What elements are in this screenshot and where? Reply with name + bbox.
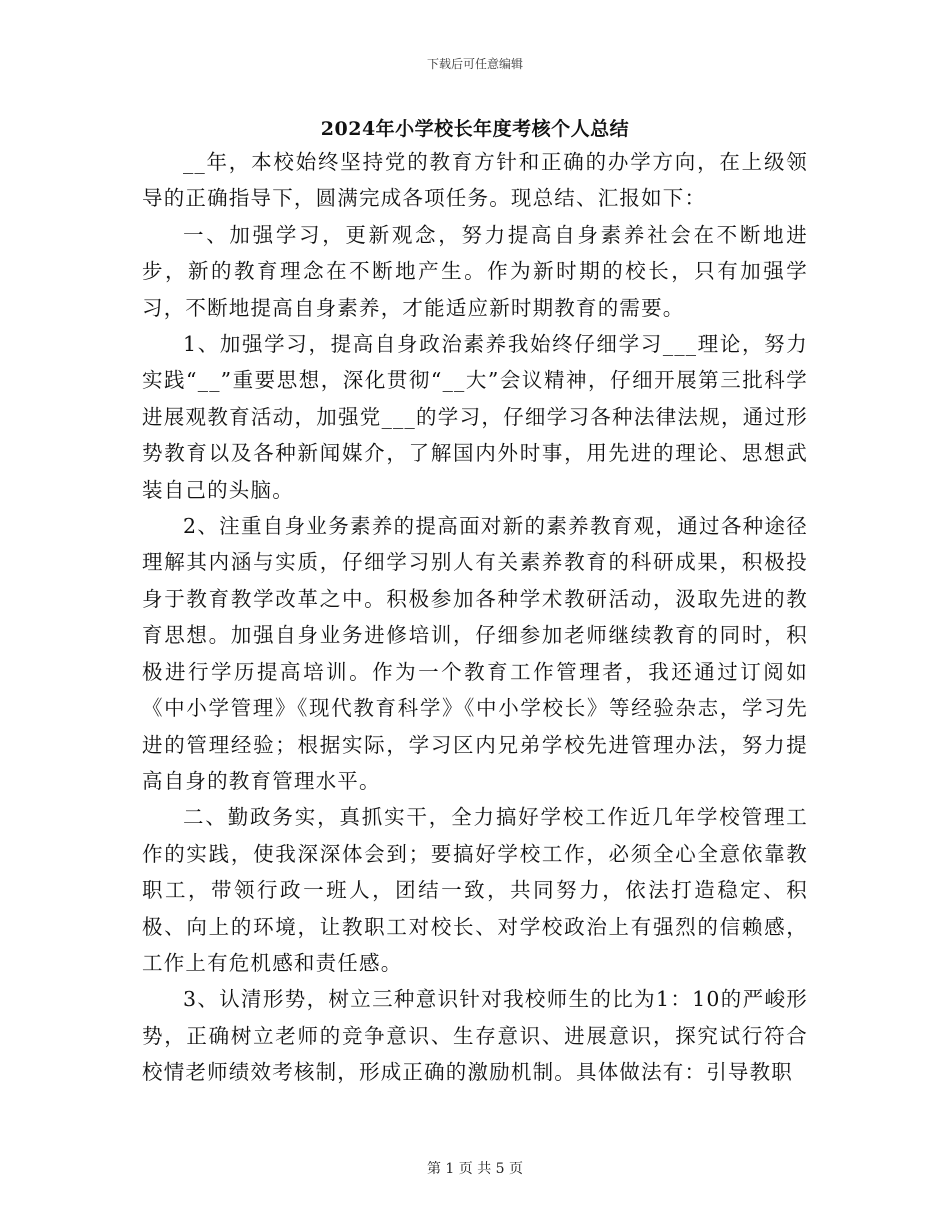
page-number: 第 1 页 共 5 页 xyxy=(426,1161,524,1177)
document-title: 2024年小学校长年度考核个人总结 xyxy=(320,118,630,140)
paragraph-intro: __年，本校始终坚持党的教育方针和正确的办学方向，在上级领导的正确指导下，圆满完成各项任务。现总结、汇报如下： xyxy=(142,150,808,211)
download-note: 下载后可任意编辑 xyxy=(426,57,523,71)
paragraph-section-1: 一、加强学习，更新观念，努力提高自身素养社会在不断地进步，新的教育理念在不断地产生。作为新时期的校长，只有加强学习，不断地提高自身素养，才能适应新时期教育的需要。 xyxy=(142,222,808,320)
paragraph-item-3: 3、认清形势，树立三种意识针对我校师生的比为1：10的严峻形势，正确树立老师的竞争意识、生存意识、进展意识，探究试行符合校情老师绩效考核制，形成正确的激励机制。具体做法有：引导教职 xyxy=(142,987,808,1085)
paragraph-item-2: 2、注重自身业务素养的提高面对新的素养教育观，通过各种途径理解其内涵与实质，仔细学习别人有关素养教育的科研成果，积极投身于教育教学改革之中。积极参加各种学术教研活动，汲取先进的教育思想。加强自身业务进修培训，仔细参加老师继续教育的同时，积极进行学历提高培训。作为一个教育工作管理者，我还通过订阅如《中小学管理》《现代教育科学》《中小学校长》等经验杂志，学习先进的管理经验；根据实际，学习区内兄弟学校先进管理办法，努力提高自身的教育管理水平。 xyxy=(142,514,808,793)
document-body xyxy=(142,144,808,1091)
paragraph-section-2: 二、勤政务实，真抓实干，全力搞好学校工作近几年学校管理工作的实践，使我深深体会到；要搞好学校工作，必须全心全意依靠教职工，带领行政一班人，团结一致，共同努力，依法打造稳定、积极、向上的环境，让教职工对校长、对学校政治上有强烈的信赖感，工作上有危机感和责任感。 xyxy=(142,805,808,975)
paragraph-item-1: 1、加强学习，提高自身政治素养我始终仔细学习___理论，努力实践“__”重要思想，深化贯彻“__大”会议精神，仔细开展第三批科学进展观教育活动，加强党___的学习，仔细学习各种法律法规，通过形势教育以及各种新闻媒介，了解国内外时事，用先进的理论、思想武装自己的头脑。 xyxy=(142,332,808,502)
